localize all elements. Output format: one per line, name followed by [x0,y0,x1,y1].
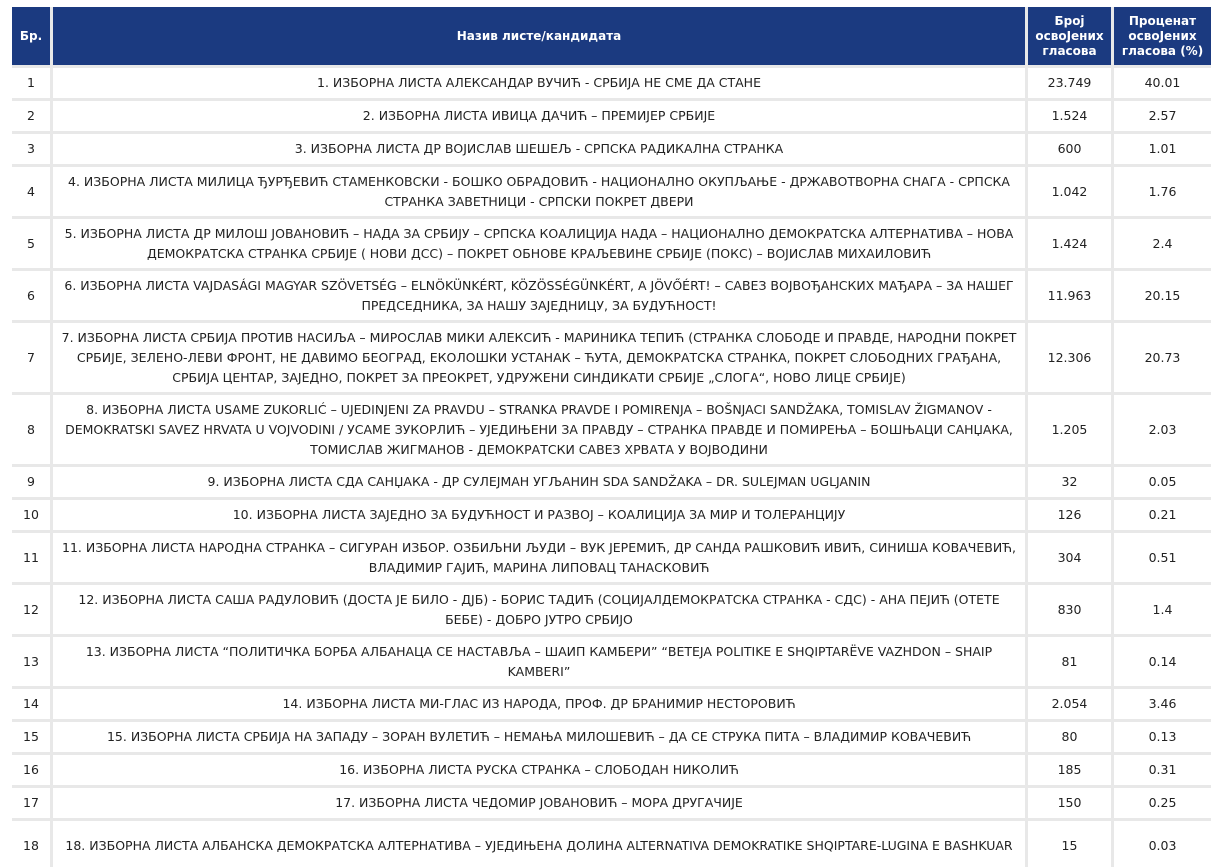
row-percent: 0.31 [1114,755,1211,785]
row-percent: 0.21 [1114,500,1211,530]
row-list-name: 18. ИЗБОРНА ЛИСТА АЛБАНСКА ДЕМОКРАТСКА АЛТЕРНАТИВА – УЈЕДИЊЕНА ДОЛИНА ALTERNATIVA DEMOKRATIKE SHQIPTARE-LUGINA E BASHKUAR [53,821,1025,867]
row-percent: 1.01 [1114,134,1211,164]
row-list-name: 11. ИЗБОРНА ЛИСТА НАРОДНА СТРАНКА – СИГУРАН ИЗБОР. ОЗБИЉНИ ЉУДИ – ВУК ЈЕРЕМИЋ, ДР САНДА РАШКОВИЋ ИВИЋ, СИНИША КОВАЧЕВИЋ, ВЛАДИМИР ГАЈИЋ, МАРИНА ЛИПОВАЦ ТАНАСКОВИЋ [53,533,1025,582]
row-number: 9 [12,467,50,497]
row-percent: 20.73 [1114,323,1211,392]
row-votes: 1.042 [1028,167,1111,216]
row-list-name: 3. ИЗБОРНА ЛИСТА ДР ВОЈИСЛАВ ШЕШЕЉ - СРПСКА РАДИКАЛНА СТРАНКА [53,134,1025,164]
row-percent: 0.14 [1114,637,1211,686]
row-list-name: 16. ИЗБОРНА ЛИСТА РУСКА СТРАНКА – СЛОБОДАН НИКОЛИЋ [53,755,1025,785]
row-number: 17 [12,788,50,818]
row-list-name: 5. ИЗБОРНА ЛИСТА ДР МИЛОШ ЈОВАНОВИЋ – НАДА ЗА СРБИЈУ – СРПСКА КОАЛИЦИЈА НАДА – НАЦИОНАЛНО ДЕМОКРАТСКА АЛТЕРНАТИВА – НОВА ДЕМОКРАТСКА СТРАНКА СРБИЈЕ ( НОВИ ДСС) – ПОКРЕТ ОБНОВЕ КРАЉЕВИНЕ СРБИЈЕ (ПОКС) – ВОЈИСЛАВ МИХАИЛОВИЋ [53,219,1025,268]
row-percent: 0.25 [1114,788,1211,818]
row-number: 15 [12,722,50,752]
row-list-name: 15. ИЗБОРНА ЛИСТА СРБИЈА НА ЗАПАДУ – ЗОРАН ВУЛЕТИЋ – НЕМАЊА МИЛОШЕВИЋ – ДА СЕ СТРУКА ПИТА – ВЛАДИМИР КОВАЧЕВИЋ [53,722,1025,752]
row-number: 2 [12,101,50,131]
row-number: 7 [12,323,50,392]
header-votes: Број освоЈених гласова [1028,7,1111,65]
row-votes: 1.524 [1028,101,1111,131]
row-percent: 0.51 [1114,533,1211,582]
row-votes: 2.054 [1028,689,1111,719]
row-list-name: 7. ИЗБОРНА ЛИСТА СРБИЈА ПРОТИВ НАСИЉА – МИРОСЛАВ МИКИ АЛЕКСИЋ - МАРИНИКА ТЕПИЋ (СТРАНКА СЛОБОДЕ И ПРАВДЕ, НАРОДНИ ПОКРЕТ СРБИЈЕ, ЗЕЛЕНО-ЛЕВИ ФРОНТ, НЕ ДАВИМО БЕОГРАД, ЕКОЛОШКИ УСТАНАК – ЋУТА, ДЕМОКРАТСКА СТРАНКА, ПОКРЕТ СЛОБОДНИХ ГРАЂАНА, СРБИЈА ЦЕНТАР, ЗАЈЕДНО, ПОКРЕТ ЗА ПРЕОКРЕТ, УДРУЖЕНИ СИНДИКАТИ СРБИЈЕ „СЛОГА“, НОВО ЛИЦЕ СРБИЈЕ) [53,323,1025,392]
row-percent: 3.46 [1114,689,1211,719]
row-list-name: 9. ИЗБОРНА ЛИСТА СДА САНЏАКА - ДР СУЛЕЈМАН УГЉАНИН SDA SANDŽAKA – DR. SULEJMAN UGLJANIN [53,467,1025,497]
table-row [12,788,1211,818]
row-votes: 150 [1028,788,1111,818]
row-votes: 1.424 [1028,219,1111,268]
row-percent: 0.13 [1114,722,1211,752]
row-number: 11 [12,533,50,582]
row-number: 13 [12,637,50,686]
table-row [12,689,1211,719]
row-list-name: 13. ИЗБОРНА ЛИСТА “ПОЛИТИЧКА БОРБА АЛБАНАЦА СЕ НАСТАВЉА – ШАИП КАМБЕРИ” “BETEJA POLITIKE E SHQIPTARËVE VAZHDON – SHAIP KAMBERI” [53,637,1025,686]
row-number: 3 [12,134,50,164]
row-number: 14 [12,689,50,719]
row-number: 12 [12,585,50,634]
row-number: 10 [12,500,50,530]
table-row [12,101,1211,131]
table-row [12,271,1211,320]
row-percent: 1.4 [1114,585,1211,634]
row-number: 6 [12,271,50,320]
table-row [12,219,1211,268]
row-votes: 23.749 [1028,68,1111,98]
table-row [12,395,1211,464]
row-list-name: 8. ИЗБОРНА ЛИСТА USAME ZUKORLIĆ – UJEDINJENI ZA PRAVDU – STRANKA PRAVDE I POMIRENJA – BOŠNJACI SANDŽAKA, TOMISLAV ŽIGMANOV - DEMOKRATSKI SAVEZ HRVATA U VOJVODINI / УСАМЕ ЗУКОРЛИЋ – УЈЕДИЊЕНИ ЗА ПРАВДУ – СТРАНКА ПРАВДЕ И ПОМИРЕЊА – БОШЊАЦИ САНЏАКА, ТОМИСЛАВ ЖИГМАНОВ - ДЕМОКРАТСКИ САВЕЗ ХРВАТА У ВОЈВОДИНИ [53,395,1025,464]
table-body [12,68,1211,867]
row-list-name: 10. ИЗБОРНА ЛИСТА ЗАЈЕДНО ЗА БУДУЋНОСТ И РАЗВОЈ – КОАЛИЦИЈА ЗА МИР И ТОЛЕРАНЦИЈУ [53,500,1025,530]
table-header-row [12,7,1211,65]
row-votes: 1.205 [1028,395,1111,464]
row-votes: 304 [1028,533,1111,582]
header-number: Бр. [12,7,50,65]
row-votes: 600 [1028,134,1111,164]
row-percent: 2.03 [1114,395,1211,464]
table-row [12,167,1211,216]
row-votes: 80 [1028,722,1111,752]
row-percent: 0.05 [1114,467,1211,497]
row-number: 5 [12,219,50,268]
row-percent: 2.57 [1114,101,1211,131]
row-number: 18 [12,821,50,867]
row-percent: 1.76 [1114,167,1211,216]
row-list-name: 14. ИЗБОРНА ЛИСТА МИ-ГЛАС ИЗ НАРОДА, ПРОФ. ДР БРАНИМИР НЕСТОРОВИЋ [53,689,1025,719]
row-number: 8 [12,395,50,464]
row-percent: 2.4 [1114,219,1211,268]
row-list-name: 4. ИЗБОРНА ЛИСТА МИЛИЦА ЂУРЂЕВИЋ СТАМЕНКОВСКИ - БОШКО ОБРАДОВИЋ - НАЦИОНАЛНО ОКУПЉАЊЕ - ДРЖАВОТВОРНА СНАГА - СРПСКА СТРАНКА ЗАВЕТНИЦИ - СРПСКИ ПОКРЕТ ДВЕРИ [53,167,1025,216]
table-row [12,637,1211,686]
row-list-name: 1. ИЗБОРНА ЛИСТА АЛЕКСАНДАР ВУЧИЋ - СРБИЈА НЕ СМЕ ДА СТАНЕ [53,68,1025,98]
table-row [12,467,1211,497]
row-percent: 0.03 [1114,821,1211,867]
table-row [12,821,1211,867]
table-row [12,585,1211,634]
table-row [12,533,1211,582]
table-row [12,722,1211,752]
results-table-container [12,7,1211,867]
election-results-table [12,7,1211,867]
row-votes: 32 [1028,467,1111,497]
row-number: 1 [12,68,50,98]
row-votes: 12.306 [1028,323,1111,392]
table-row [12,323,1211,392]
row-votes: 15 [1028,821,1111,867]
table-row [12,134,1211,164]
row-list-name: 2. ИЗБОРНА ЛИСТА ИВИЦА ДАЧИЋ – ПРЕМИЈЕР СРБИЈЕ [53,101,1025,131]
row-votes: 81 [1028,637,1111,686]
table-row [12,500,1211,530]
row-votes: 830 [1028,585,1111,634]
row-list-name: 17. ИЗБОРНА ЛИСТА ЧЕДОМИР ЈОВАНОВИЋ – МОРА ДРУГАЧИЈЕ [53,788,1025,818]
row-percent: 40.01 [1114,68,1211,98]
row-list-name: 6. ИЗБОРНА ЛИСТА VAJDASÁGI MAGYAR SZÖVETSÉG – ELNÖKÜNKÉRT, KÖZÖSSÉGÜNKÉRT, A JÖVŐÉRT! – САВЕЗ ВОЈВОЂАНСКИХ МАЂАРА – ЗА НАШЕГ ПРЕДСЕДНИКА, ЗА НАШУ ЗАЈЕДНИЦУ, ЗА БУДУЋНОСТ! [53,271,1025,320]
row-number: 4 [12,167,50,216]
header-percent: Проценат освоЈених гласова (%) [1114,7,1211,65]
row-number: 16 [12,755,50,785]
row-percent: 20.15 [1114,271,1211,320]
row-votes: 11.963 [1028,271,1111,320]
row-list-name: 12. ИЗБОРНА ЛИСТА САША РАДУЛОВИЋ (ДОСТА ЈЕ БИЛО - ДЈБ) - БОРИС ТАДИЋ (СОЦИЈАЛДЕМОКРАТСКА СТРАНКА - СДС) - АНА ПЕЈИЋ (ОТЕТЕ БЕБЕ) - ДОБРО ЈУТРО СРБИЈО [53,585,1025,634]
row-votes: 185 [1028,755,1111,785]
row-votes: 126 [1028,500,1111,530]
header-list-name: Назив листе/кандидата [53,7,1025,65]
table-row [12,68,1211,98]
table-row [12,755,1211,785]
